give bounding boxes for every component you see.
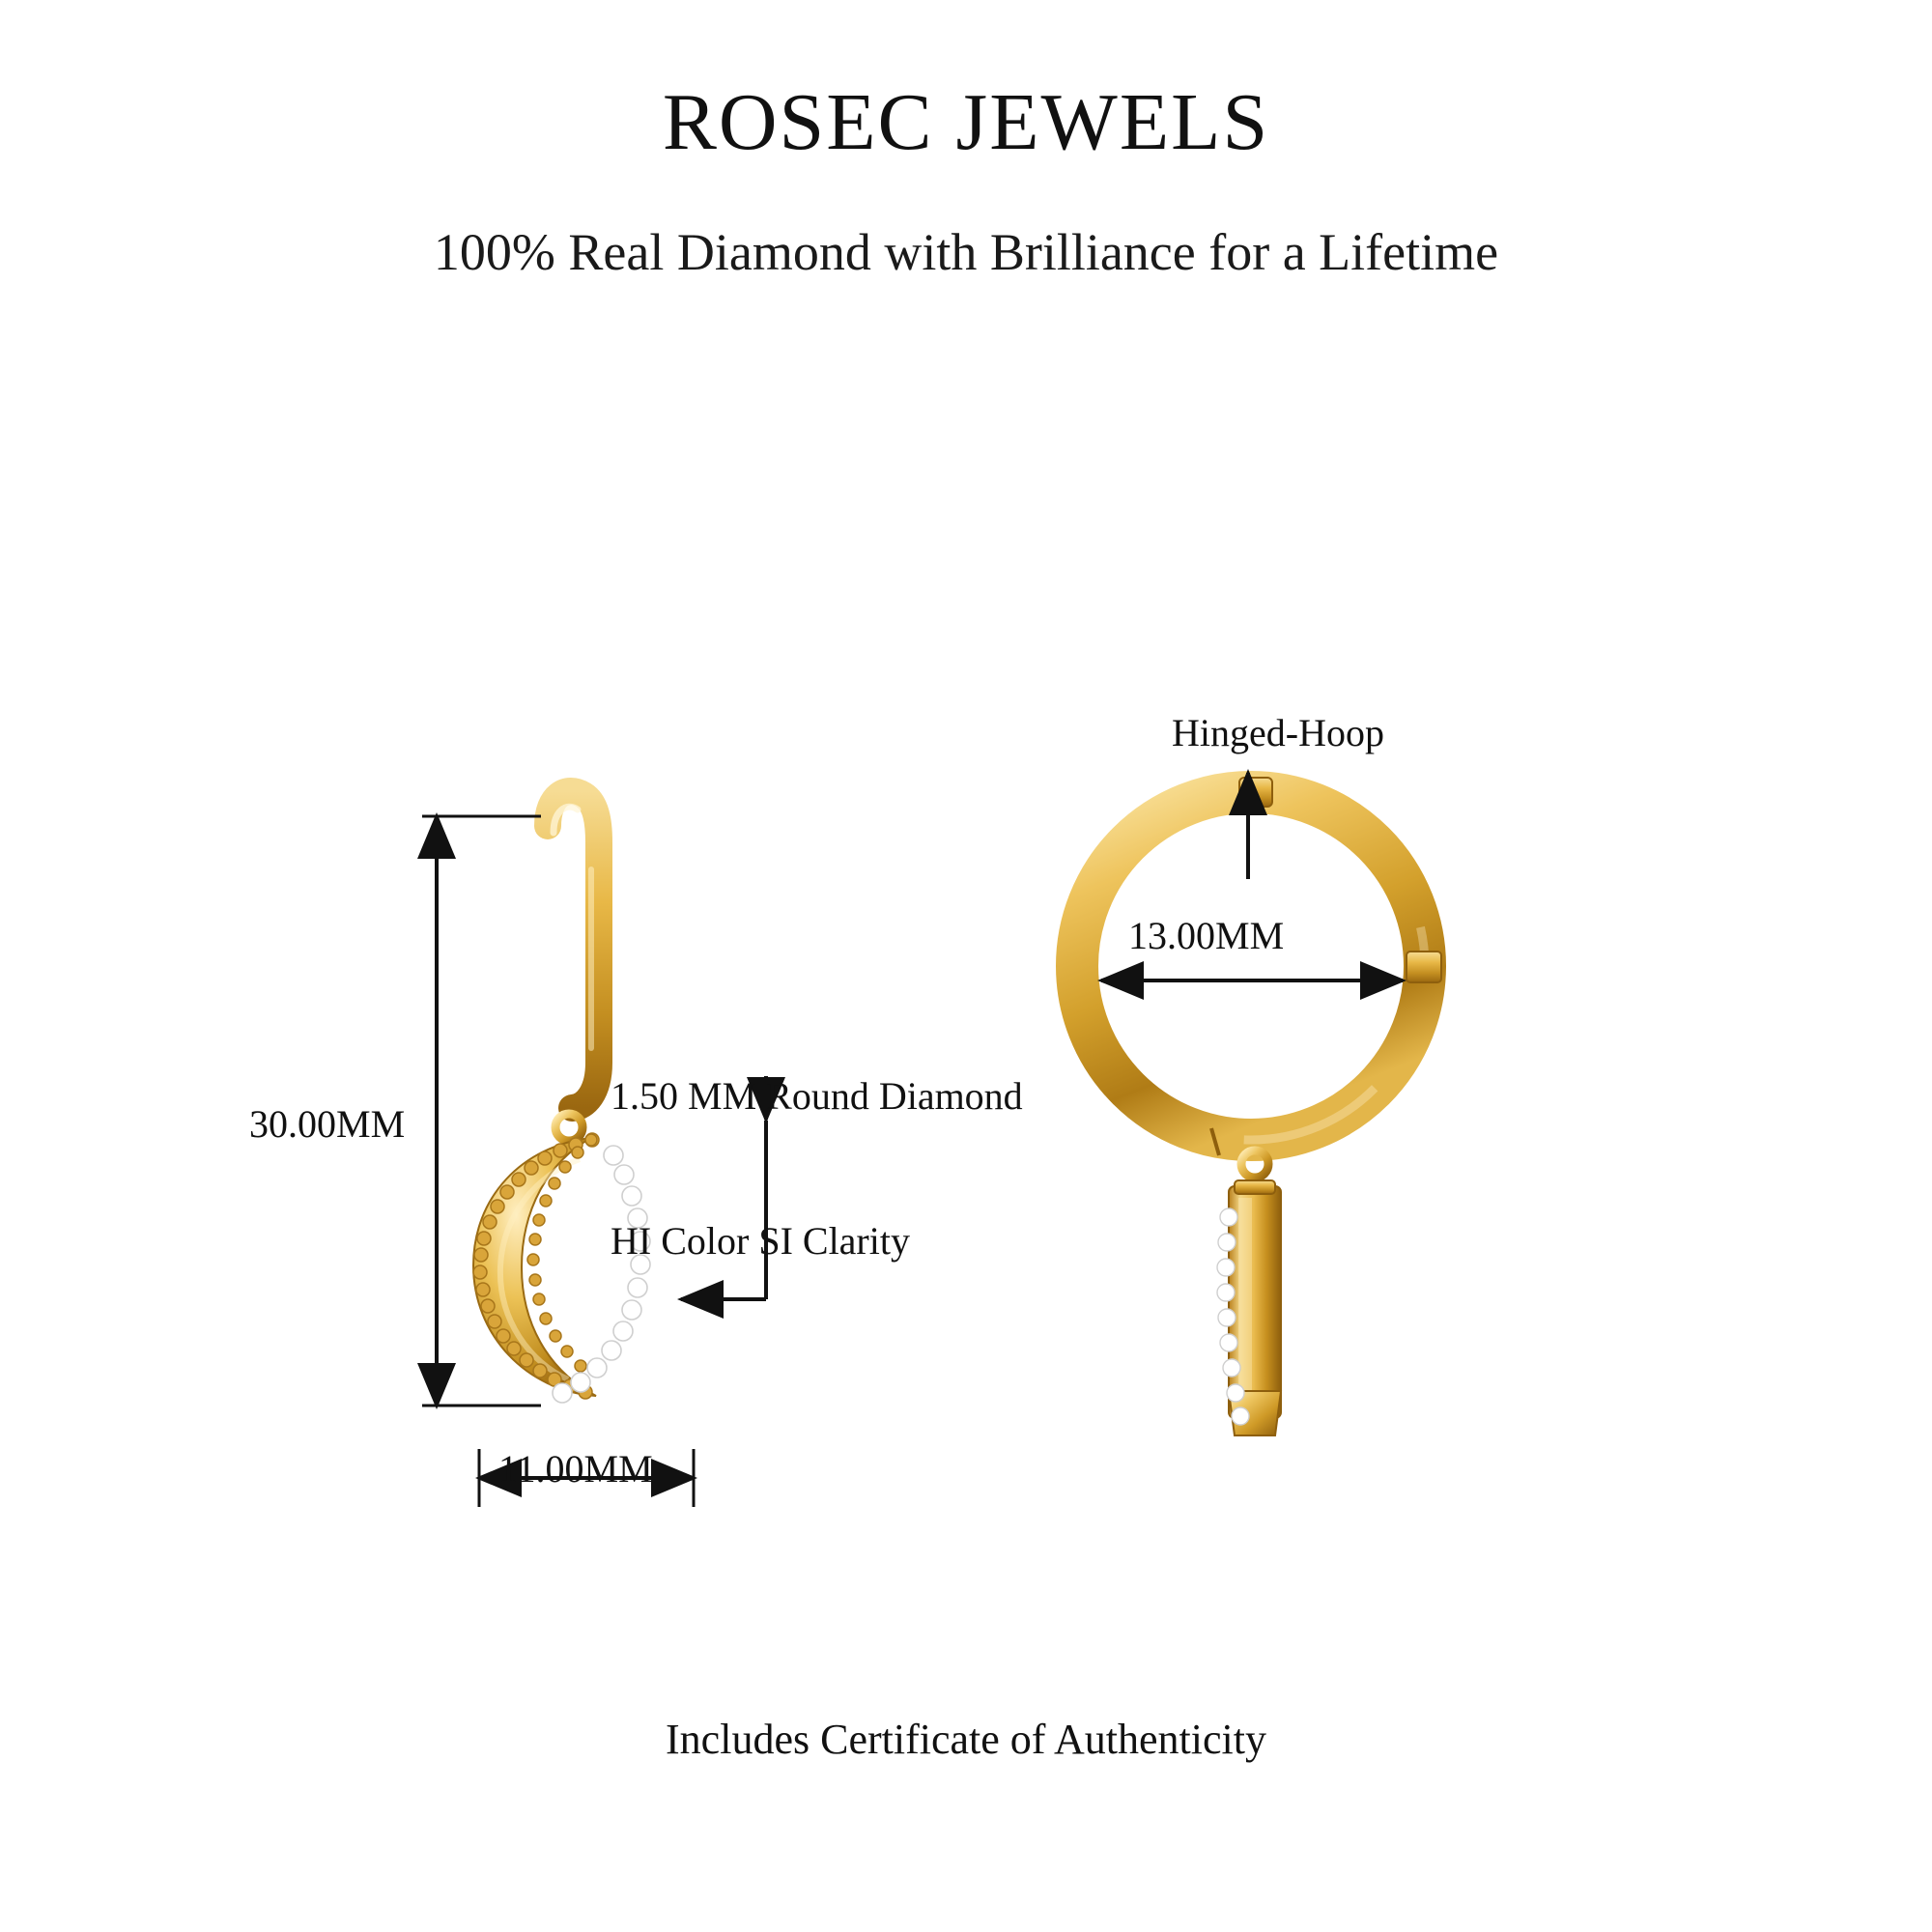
- diamond-spec-label: [611, 976, 1023, 1314]
- height-dimension-label: 30.00MM: [249, 1102, 406, 1146]
- hoop-diameter-label: 13.00MM: [1128, 914, 1285, 957]
- hinged-hoop-label: Hinged-Hoop: [1172, 711, 1384, 754]
- page-title: ROSEC JEWELS: [662, 77, 1270, 167]
- charm-side-view: [1217, 1180, 1281, 1435]
- hinged-hoop-leader-line: [1246, 768, 1249, 995]
- diamond-spec-line1: 1.50 MM Round Diamond: [611, 1074, 1023, 1118]
- diamond-spec-line2: HI Color SI Clarity: [611, 1219, 910, 1263]
- width-dimension-label: 11.00MM: [498, 1447, 653, 1491]
- certificate-note: Includes Certificate of Authenticity: [666, 1716, 1266, 1763]
- crescent-moon-shape: [473, 1138, 596, 1396]
- hinged-hoop-earring-icon: [1077, 778, 1441, 1435]
- page-subtitle: 100% Real Diamond with Brilliance for a Lifetime: [433, 223, 1499, 281]
